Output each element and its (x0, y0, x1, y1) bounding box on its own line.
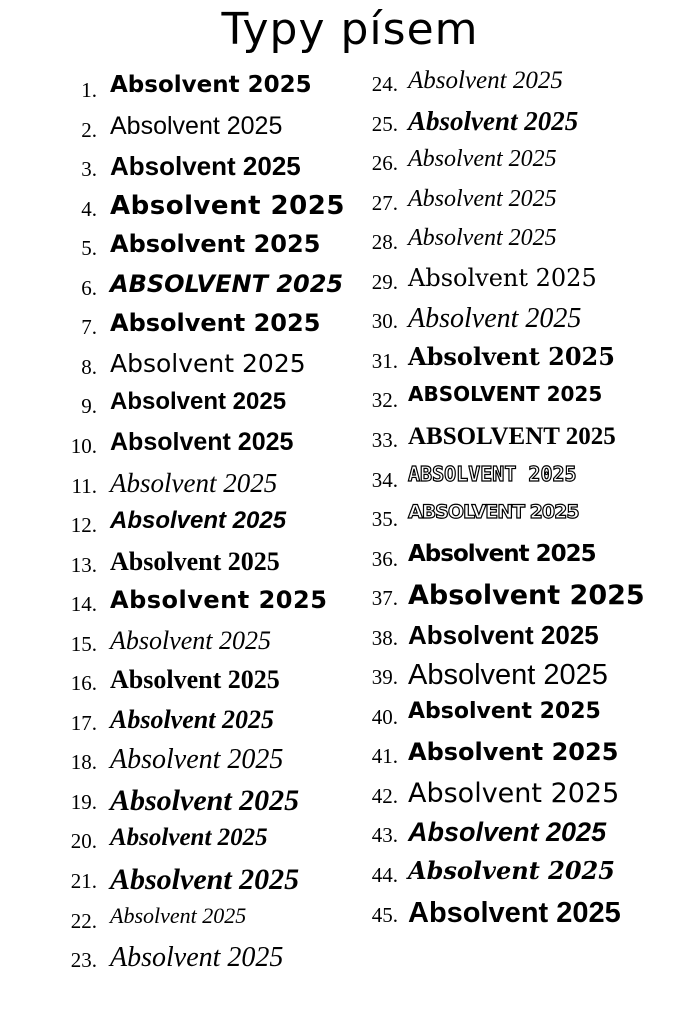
font-sample-text: Absolvent 2025 (408, 341, 615, 371)
font-sample-text: Absolvent 2025 (408, 777, 620, 809)
font-sample-text: Absolvent 2025 (408, 856, 615, 885)
font-sample-text: Absolvent 2025 (110, 151, 301, 182)
font-number: 8. (81, 354, 97, 379)
font-sample-text: ABSOLVENT 2025 (408, 422, 616, 450)
font-sample-text: ABSOLVENT 2025 (408, 382, 603, 407)
font-sample-row (0, 856, 700, 896)
font-number: 10. (70, 433, 97, 458)
font-sample-text: Absolvent 2025 (110, 665, 280, 695)
font-number: 1. (81, 78, 97, 102)
font-sample-text: Absolvent 2025 (110, 427, 294, 456)
font-sample-row (0, 146, 700, 181)
font-sample-text: Absolvent 2025 (408, 263, 597, 292)
font-sample-text: ABSOLVENT 2025 (408, 501, 579, 524)
font-sample-text: Absolvent 2025 (110, 507, 287, 535)
font-sample-text: ABSOLVENT 2025 (110, 269, 344, 298)
font-sample-text: Absolvent 2025 (110, 704, 274, 734)
font-number: 43. (371, 823, 398, 848)
font-number: 31. (371, 348, 398, 373)
font-sample-text: Absolvent 2025 (110, 230, 321, 259)
font-number: 13. (70, 552, 97, 577)
font-number: 23. (70, 948, 97, 973)
font-sample-text: Absolvent 2025 (408, 738, 619, 767)
font-sample-text: Absolvent 2025 (110, 942, 284, 974)
font-number: 18. (70, 750, 97, 775)
font-number: 44. (371, 863, 398, 887)
font-sample-row (0, 105, 700, 142)
font-sample-row (0, 942, 700, 978)
font-sample-text: ABSOLVENT 2025 (408, 461, 577, 486)
font-sample-text: Absolvent 2025 (408, 817, 607, 848)
font-sample-text: Absolvent 2025 (110, 309, 321, 338)
font-number: 34. (371, 467, 398, 492)
font-sample-row (0, 382, 700, 418)
font-sample-text: Absolvent 2025 (110, 388, 287, 416)
font-sample-text: Absolvent 2025 (408, 659, 608, 692)
font-sample-text: Absolvent 2025 (408, 185, 557, 212)
font-sample-text: Absolvent 2025 (408, 540, 596, 567)
font-sample-row (0, 341, 700, 379)
font-number: 42. (371, 783, 398, 808)
font-sample-row (0, 263, 700, 300)
font-sample-text: Absolvent 2025 (110, 824, 268, 852)
font-number: 19. (70, 789, 97, 814)
font-number: 3. (81, 157, 97, 182)
font-sample-text: Absolvent 2025 (408, 303, 582, 335)
font-number: 38. (371, 625, 398, 650)
font-number: 39. (371, 665, 398, 690)
page-title: Typy písem (221, 4, 479, 55)
font-number: 30. (371, 309, 398, 334)
font-sample-row (0, 225, 700, 260)
font-number: 27. (371, 190, 398, 215)
font-sample-text: Absolvent 2025 (110, 72, 312, 98)
font-number: 6. (81, 275, 97, 300)
font-number: 7. (81, 315, 97, 340)
font-sample-text: Absolvent 2025 (110, 744, 284, 776)
font-number: 37. (371, 586, 398, 611)
font-sample-text: Absolvent 2025 (110, 863, 300, 896)
font-number: 32. (371, 388, 398, 413)
font-sample-text: Absolvent 2025 (110, 625, 272, 655)
font-sample-row (0, 67, 700, 102)
font-number: 9. (81, 394, 97, 419)
font-number: 36. (371, 546, 398, 571)
font-sample-row (0, 738, 700, 774)
font-number: 12. (70, 513, 97, 538)
font-number: 45. (371, 902, 398, 927)
font-number: 26. (371, 151, 398, 176)
font-number: 21. (70, 869, 97, 893)
font-sample-text: Absolvent 2025 (408, 225, 557, 252)
font-sample-text: Absolvent 2025 (110, 586, 328, 615)
font-sample-text: Absolvent 2025 (110, 348, 306, 378)
font-number: 41. (371, 744, 398, 769)
font-number: 29. (371, 269, 398, 294)
font-number: 40. (371, 704, 398, 729)
font-sample-row (0, 896, 700, 933)
font-number: 16. (70, 671, 97, 696)
font-sample-row (0, 659, 700, 695)
font-number: 35. (371, 507, 398, 532)
font-sample-text: Absolvent 2025 (408, 67, 563, 94)
font-sample-text: Absolvent 2025 (408, 146, 557, 173)
font-sample-row (0, 540, 700, 577)
font-number: 20. (70, 829, 97, 854)
font-sample-row (0, 501, 700, 537)
font-sample-row (0, 580, 700, 616)
font-number: 17. (70, 710, 97, 735)
font-number: 2. (81, 117, 97, 142)
font-sample-text: Absolvent 2025 (110, 546, 280, 576)
font-number: 15. (70, 631, 97, 656)
font-sample-row (0, 461, 700, 498)
font-sample-row (0, 422, 700, 458)
font-number: 22. (70, 908, 97, 933)
font-number: 11. (71, 473, 97, 498)
font-sample-text: Absolvent 2025 (408, 580, 645, 612)
font-number: 14. (70, 592, 97, 617)
font-sample-text: Absolvent 2025 (110, 190, 345, 221)
font-sample-text: Absolvent 2025 (408, 896, 621, 929)
font-sample-row (0, 817, 700, 853)
font-sample-text: Absolvent 2025 (408, 619, 599, 650)
font-number: 24. (371, 72, 398, 96)
font-sample-row (0, 698, 700, 735)
font-sample-text: Absolvent 2025 (110, 902, 247, 928)
font-sample-text: Absolvent 2025 (110, 111, 283, 140)
font-number: 33. (371, 427, 398, 452)
font-sample-text: Absolvent 2025 (110, 783, 300, 817)
font-number: 25. (371, 111, 398, 136)
font-number: 5. (81, 236, 97, 261)
font-sample-row (0, 303, 700, 339)
font-sample-text: Absolvent 2025 (408, 105, 579, 136)
font-sample-row (0, 619, 700, 656)
font-sample-row (0, 777, 700, 817)
font-number: 28. (371, 230, 398, 255)
font-number: 4. (81, 196, 97, 221)
font-sample-text: Absolvent 2025 (408, 698, 601, 724)
font-sample-row (0, 185, 700, 221)
font-sample-text: Absolvent 2025 (110, 467, 278, 498)
